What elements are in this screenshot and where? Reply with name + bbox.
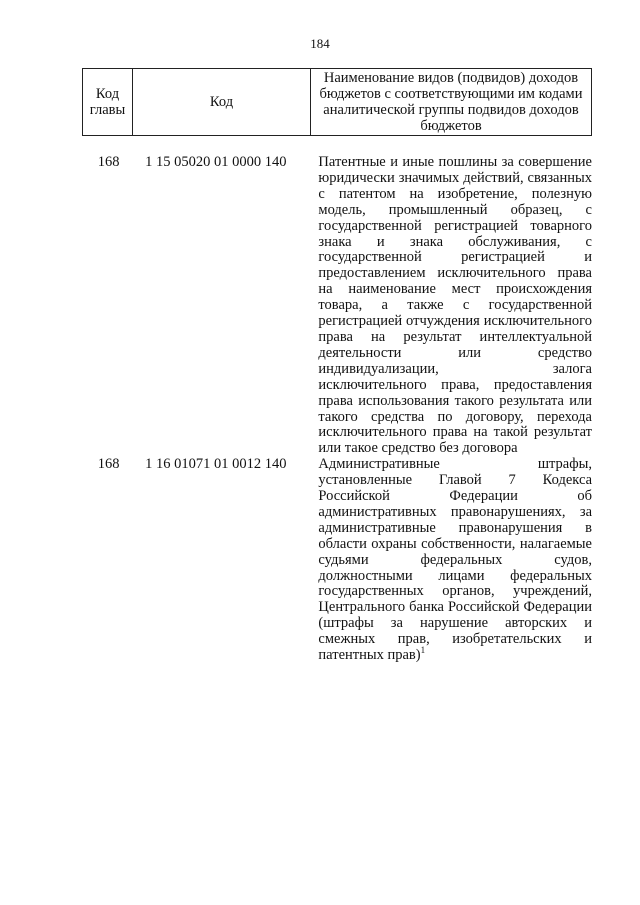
- header-kod: Код: [133, 69, 311, 136]
- table-header: [82, 68, 592, 136]
- row-description: Патентные и иные пошлины за совершение юридически значимых действий, связанных с патентом на изобретение, полезную модель, промышленный образец, с государственной регистрацией товарного знака и знака обслуживания, с государственной регистрацией и предоставлением исключительного права на наименование мест происхождения товара, а также с государственной регистрацией отчуждения исключительного права на результат интеллектуальной деятельности или средство индивидуализации, залога исключительного права, предоставления права использования такого результата или такого средства по договору, перехода исключительного права на такой результат или такое средство без договора: [318, 154, 592, 457]
- row-description: Административные штрафы, установленные Главой 7 Кодекса Российской Федерации об административных правонарушениях, за административные правонарушения в области охраны собственности, налагаемые судьями федеральных судов, должностными лицами федеральных государственных органов, учреждений, Центрального банка Российской Федерации (штрафы за нарушение авторских и смежных прав, изобретательских и патентных прав): [318, 456, 592, 664]
- table-row: [82, 155, 592, 457]
- row-kod: 1 15 05020 01 0000 140: [145, 154, 287, 170]
- header-kod-glavy: Код главы: [83, 69, 133, 136]
- row-kod-glavy: 168: [97, 154, 120, 170]
- table-body: [82, 155, 592, 664]
- page-number: 184: [310, 36, 330, 51]
- table-row: [82, 457, 592, 664]
- row-kod: 1 16 01071 01 0012 140: [145, 456, 287, 473]
- footnote-marker: 1: [420, 645, 426, 656]
- row-description-container: [318, 457, 592, 664]
- header-naimenovanie: Наименование видов (подвидов) доходов бюджетов с соответствующими им кодами аналитической группы подвидов доходов бюджетов: [311, 69, 592, 136]
- row-kod-glavy: 168: [97, 456, 120, 473]
